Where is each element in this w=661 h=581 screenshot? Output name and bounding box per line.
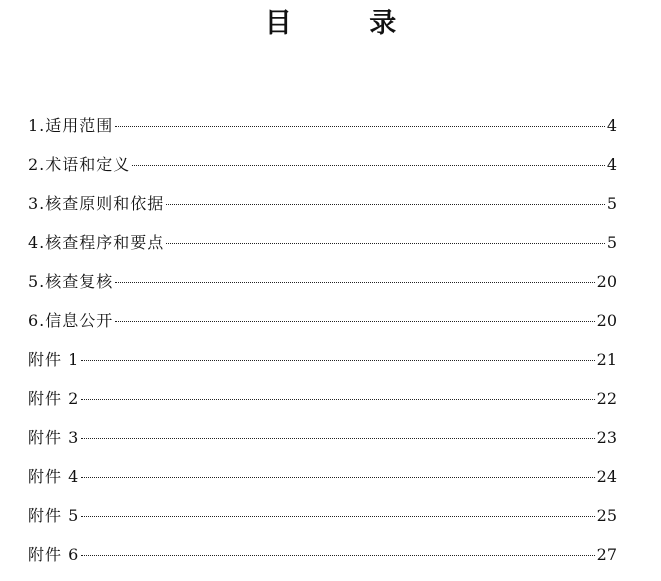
toc-entry-label: 附件 2 <box>28 389 80 408</box>
toc-entry-page-number: 4 <box>606 116 617 135</box>
toc-dot-leader <box>115 126 605 127</box>
toc-entry[interactable] <box>28 191 617 230</box>
toc-entry[interactable] <box>28 269 617 308</box>
toc-dot-leader <box>166 204 605 205</box>
toc-entry-page-number: 22 <box>596 389 617 408</box>
toc-entry-page-number: 20 <box>596 311 617 330</box>
toc-entry-label: 4.核查程序和要点 <box>28 233 165 252</box>
toc-entry[interactable] <box>28 542 617 581</box>
toc-entry-label: 附件 1 <box>28 350 80 369</box>
toc-entry-label: 附件 5 <box>28 506 80 525</box>
toc-dot-leader <box>132 165 605 166</box>
toc-entry-page-number: 21 <box>596 350 617 369</box>
toc-entry-page-number: 23 <box>596 428 617 447</box>
toc-entry[interactable] <box>28 308 617 347</box>
toc-entry-page-number: 24 <box>596 467 617 486</box>
toc-dot-leader <box>81 360 594 361</box>
toc-entry[interactable] <box>28 425 617 464</box>
toc-entry-label: 附件 3 <box>28 428 80 447</box>
toc-dot-leader <box>81 477 594 478</box>
toc-entry-page-number: 27 <box>596 545 617 564</box>
toc-entry[interactable] <box>28 152 617 191</box>
toc-entry[interactable] <box>28 464 617 503</box>
toc-dot-leader <box>81 438 594 439</box>
toc-entry[interactable] <box>28 503 617 542</box>
toc-dot-leader <box>81 516 594 517</box>
toc-entry-label: 附件 4 <box>28 467 80 486</box>
toc-dot-leader <box>81 555 594 556</box>
toc-entry-page-number: 5 <box>606 233 617 252</box>
toc-entry[interactable] <box>28 347 617 386</box>
toc-entry-label: 1.适用范围 <box>28 116 114 135</box>
toc-entry[interactable] <box>28 386 617 425</box>
toc-entry-page-number: 20 <box>596 272 617 291</box>
toc-entry-label: 附件 6 <box>28 545 80 564</box>
toc-title: 目 录 <box>264 8 431 39</box>
toc-entry[interactable] <box>28 230 617 269</box>
toc-entry-label: 6.信息公开 <box>28 311 114 330</box>
toc-entry-page-number: 5 <box>606 194 617 213</box>
toc-entry-page-number: 25 <box>596 506 617 525</box>
toc-dot-leader <box>115 282 594 283</box>
toc-entry-label: 2.术语和定义 <box>28 155 131 174</box>
toc-dot-leader <box>115 321 594 322</box>
toc-list <box>28 113 617 581</box>
toc-dot-leader <box>166 243 605 244</box>
toc-entry[interactable] <box>28 113 617 152</box>
toc-entry-label: 3.核查原则和依据 <box>28 194 165 213</box>
toc-dot-leader <box>81 399 594 400</box>
toc-entry-label: 5.核查复核 <box>28 272 114 291</box>
toc-entry-page-number: 4 <box>606 155 617 174</box>
